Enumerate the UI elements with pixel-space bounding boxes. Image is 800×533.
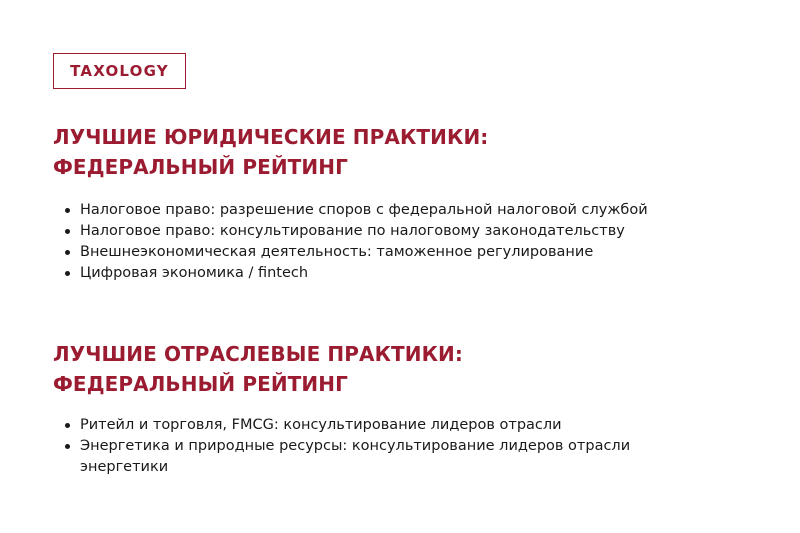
list-item [53, 415, 680, 436]
practice-list [53, 200, 753, 284]
section-heading [53, 339, 753, 399]
bullet-icon [65, 423, 70, 428]
list-item-text: Цифровая экономика / fintech [80, 265, 309, 281]
list-item [53, 242, 753, 263]
section-heading [53, 122, 753, 182]
bullet-icon [65, 208, 70, 213]
logo [53, 53, 186, 89]
section-heading-line2: ФЕДЕРАЛЬНЫЙ РЕЙТИНГ [53, 155, 348, 179]
list-item [53, 221, 753, 242]
list-item-text: Ритейл и торговля, FMCG: консультирование лидеров отрасли [80, 417, 562, 433]
list-item [53, 200, 753, 221]
section-heading-line2: ФЕДЕРАЛЬНЫЙ РЕЙТИНГ [53, 372, 348, 396]
list-item [53, 263, 753, 284]
list-item-text: Внешнеэкономическая деятельность: таможенное регулирование [80, 244, 594, 260]
practice-list [53, 415, 753, 478]
bullet-icon [65, 271, 70, 276]
list-item-text: Налоговое право: консультирование по налоговому законодательству [80, 223, 625, 239]
legal-practices-section [53, 122, 753, 284]
section-heading-line1: ЛУЧШИЕ ЮРИДИЧЕСКИЕ ПРАКТИКИ: [53, 125, 489, 149]
bullet-icon [65, 229, 70, 234]
bullet-icon [65, 444, 70, 449]
list-item-text: Налоговое право: разрешение споров с федеральной налоговой службой [80, 202, 648, 218]
industry-practices-section [53, 339, 753, 478]
list-item [53, 436, 680, 478]
logo-text: TAXOLOGY [70, 62, 169, 80]
list-item-text: Энергетика и природные ресурсы: консультирование лидеров отрасли энергетики [80, 438, 631, 475]
bullet-icon [65, 250, 70, 255]
section-heading-line1: ЛУЧШИЕ ОТРАСЛЕВЫЕ ПРАКТИКИ: [53, 342, 463, 366]
